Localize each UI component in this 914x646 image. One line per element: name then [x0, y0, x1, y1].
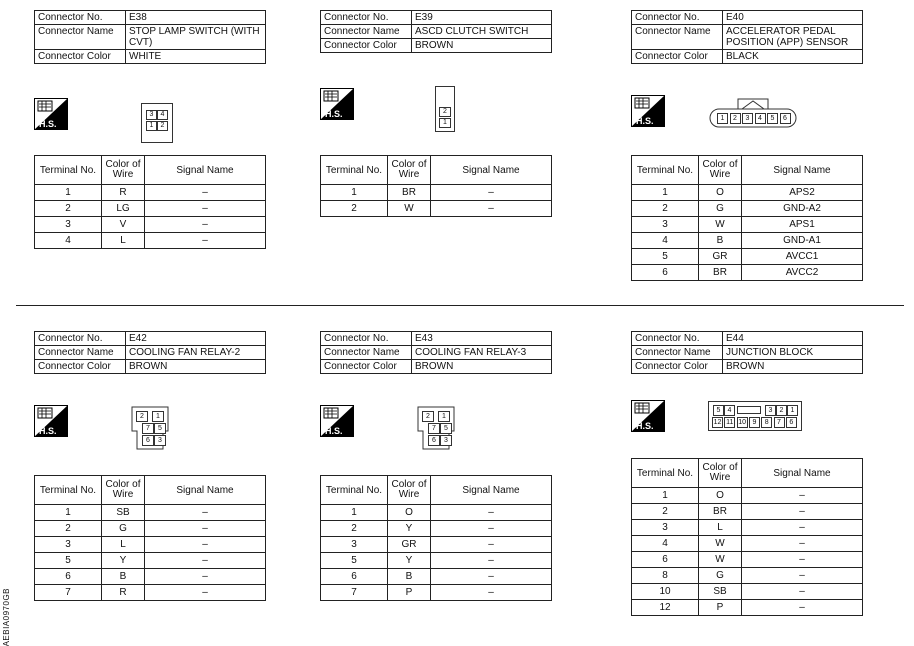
connector-pin: 3: [154, 435, 166, 446]
terminal-no-cell: 6: [632, 552, 699, 568]
connector-info-table: [631, 10, 863, 64]
terminal-row: [632, 201, 863, 217]
signal-name-cell: –: [145, 185, 266, 201]
terminal-no-header: Terminal No.: [321, 476, 388, 505]
connector-face-diagram: [708, 401, 802, 431]
connector-pin: 4: [724, 405, 735, 416]
connector-name-value: ASCD CLUTCH SWITCH: [412, 25, 552, 39]
connector-key-slot: [737, 406, 761, 414]
terminal-table: [34, 475, 266, 601]
color-of-wire-header: Color of Wire: [699, 156, 742, 185]
signal-name-header: Signal Name: [431, 156, 552, 185]
harness-side-icon: [34, 98, 68, 130]
terminal-no-cell: 2: [321, 521, 388, 537]
terminal-row: [632, 568, 863, 584]
connector-pin: 3: [146, 110, 157, 120]
wire-color-cell: SB: [102, 505, 145, 521]
terminal-no-cell: 4: [632, 233, 699, 249]
terminal-no-cell: 3: [632, 520, 699, 536]
terminal-table: [631, 155, 863, 281]
terminal-row: [632, 600, 863, 616]
connector-face-diagram: [141, 103, 173, 143]
wire-color-cell: GR: [388, 537, 431, 553]
wire-color-cell: R: [102, 185, 145, 201]
connector-pin: 9: [749, 417, 760, 428]
signal-name-cell: –: [742, 568, 863, 584]
color-of-wire-header: Color of Wire: [388, 476, 431, 505]
connector-info-table: [34, 331, 266, 374]
wire-color-cell: G: [699, 568, 742, 584]
terminal-no-cell: 2: [632, 504, 699, 520]
harness-side-icon: [320, 88, 354, 120]
connector-face-diagram: [416, 405, 456, 451]
connector-pin: 3: [765, 405, 776, 416]
connector-color-value: BROWN: [412, 360, 552, 374]
signal-name-cell: –: [431, 521, 552, 537]
color-of-wire-header: Color of Wire: [388, 156, 431, 185]
wire-color-cell: GR: [699, 249, 742, 265]
signal-name-cell: GND-A2: [742, 201, 863, 217]
terminal-no-cell: 5: [632, 249, 699, 265]
signal-name-header: Signal Name: [145, 476, 266, 505]
wire-color-cell: G: [699, 201, 742, 217]
signal-name-cell: –: [742, 536, 863, 552]
terminal-row: [632, 584, 863, 600]
wire-color-cell: L: [102, 233, 145, 249]
connector-pin: 7: [428, 423, 440, 434]
signal-name-cell: –: [145, 201, 266, 217]
wire-color-cell: Y: [388, 553, 431, 569]
terminal-no-cell: 6: [632, 265, 699, 281]
signal-name-cell: –: [145, 521, 266, 537]
signal-name-cell: –: [742, 504, 863, 520]
signal-name-cell: –: [145, 537, 266, 553]
terminal-row: [321, 585, 552, 601]
harness-side-icon: [34, 405, 68, 437]
terminal-no-cell: 5: [35, 553, 102, 569]
harness-side-icon: [631, 95, 665, 127]
connector-pin: 7: [142, 423, 154, 434]
terminal-row: [632, 520, 863, 536]
connector-no-label: Connector No.: [321, 332, 412, 346]
wire-color-cell: B: [102, 569, 145, 585]
connector-color-value: WHITE: [126, 50, 266, 64]
terminal-row: [632, 217, 863, 233]
connector-no-value: E43: [412, 332, 552, 346]
connector-pin: 1: [439, 118, 451, 128]
terminal-no-cell: 1: [632, 488, 699, 504]
terminal-no-cell: 2: [632, 201, 699, 217]
terminal-no-header: Terminal No.: [35, 476, 102, 505]
connector-pin: 5: [767, 113, 778, 124]
connector-block: [34, 331, 266, 374]
terminal-table: [320, 475, 552, 601]
terminal-row: [321, 201, 552, 217]
wire-color-cell: O: [388, 505, 431, 521]
terminal-no-header: Terminal No.: [321, 156, 388, 185]
wire-color-cell: B: [699, 233, 742, 249]
svg-text:H.S.: H.S.: [325, 109, 343, 119]
signal-name-cell: –: [431, 569, 552, 585]
wire-color-cell: R: [102, 585, 145, 601]
figure-code: AEBIA0970GB: [2, 588, 11, 646]
wire-color-cell: Y: [388, 521, 431, 537]
terminal-row: [632, 233, 863, 249]
connector-pin: 1: [146, 121, 157, 131]
connector-pin: 1: [438, 411, 450, 422]
terminal-no-cell: 1: [35, 185, 102, 201]
terminal-table: [631, 458, 863, 616]
svg-text:H.S.: H.S.: [636, 421, 654, 431]
terminal-row: [321, 505, 552, 521]
connector-pin: 12: [713, 419, 722, 426]
signal-name-cell: APS2: [742, 185, 863, 201]
wire-color-cell: W: [699, 536, 742, 552]
connector-info-table: [631, 331, 863, 374]
connector-color-value: BROWN: [412, 39, 552, 53]
color-of-wire-header: Color of Wire: [102, 476, 145, 505]
signal-name-cell: –: [145, 585, 266, 601]
connector-no-value: E39: [412, 11, 552, 25]
wire-color-cell: B: [388, 569, 431, 585]
connector-no-value: E40: [723, 11, 863, 25]
connector-no-label: Connector No.: [35, 11, 126, 25]
connector-face-diagram: [130, 405, 170, 451]
terminal-row: [632, 488, 863, 504]
connector-pin: 6: [142, 435, 154, 446]
wire-color-cell: W: [699, 552, 742, 568]
terminal-row: [632, 265, 863, 281]
signal-name-header: Signal Name: [431, 476, 552, 505]
wire-color-cell: LG: [102, 201, 145, 217]
terminal-no-cell: 2: [321, 201, 388, 217]
terminal-table: [34, 155, 266, 249]
connector-pin: 4: [157, 110, 168, 120]
svg-text:H.S.: H.S.: [39, 426, 57, 436]
connector-pin: 7: [774, 417, 785, 428]
connector-pin: 6: [428, 435, 440, 446]
signal-name-cell: –: [742, 520, 863, 536]
connector-color-label: Connector Color: [632, 50, 723, 64]
connector-color-label: Connector Color: [35, 50, 126, 64]
connector-pin: 2: [136, 411, 148, 422]
connector-name-label: Connector Name: [321, 346, 412, 360]
wire-color-cell: BR: [699, 265, 742, 281]
terminal-row: [35, 233, 266, 249]
connector-name-label: Connector Name: [632, 25, 723, 50]
wire-color-cell: G: [102, 521, 145, 537]
connector-info-table: [320, 331, 552, 374]
connector-name-value: COOLING FAN RELAY-3: [412, 346, 552, 360]
terminal-row: [35, 505, 266, 521]
terminal-no-cell: 6: [35, 569, 102, 585]
svg-text:H.S.: H.S.: [39, 119, 57, 129]
signal-name-cell: –: [431, 505, 552, 521]
wire-color-cell: BR: [388, 185, 431, 201]
terminal-no-cell: 6: [321, 569, 388, 585]
connector-block: [34, 10, 266, 64]
signal-name-cell: –: [145, 233, 266, 249]
terminal-no-header: Terminal No.: [632, 156, 699, 185]
connector-pin: 8: [761, 417, 772, 428]
color-of-wire-header: Color of Wire: [102, 156, 145, 185]
connector-face-diagram: [435, 86, 455, 132]
terminal-no-cell: 7: [35, 585, 102, 601]
connector-pin: 1: [152, 411, 164, 422]
terminal-no-header: Terminal No.: [632, 459, 699, 488]
connector-name-label: Connector Name: [35, 346, 126, 360]
connector-info-table: [34, 10, 266, 64]
connector-pin: 2: [422, 411, 434, 422]
connector-color-label: Connector Color: [321, 39, 412, 53]
terminal-no-cell: 3: [321, 537, 388, 553]
connector-pin: 5: [154, 423, 166, 434]
terminal-row: [321, 537, 552, 553]
wire-color-cell: P: [699, 600, 742, 616]
terminal-row: [35, 185, 266, 201]
wire-color-cell: L: [102, 537, 145, 553]
terminal-table: [320, 155, 552, 217]
connector-no-label: Connector No.: [321, 11, 412, 25]
connector-pin: 2: [730, 113, 741, 124]
svg-text:H.S.: H.S.: [636, 116, 654, 126]
terminal-no-cell: 5: [321, 553, 388, 569]
terminal-row: [35, 537, 266, 553]
signal-name-header: Signal Name: [742, 156, 863, 185]
connector-color-value: BROWN: [126, 360, 266, 374]
terminal-no-cell: 2: [35, 201, 102, 217]
wire-color-cell: SB: [699, 584, 742, 600]
connector-no-value: E38: [126, 11, 266, 25]
color-of-wire-header: Color of Wire: [699, 459, 742, 488]
wire-color-cell: P: [388, 585, 431, 601]
connector-pin: 3: [742, 113, 753, 124]
harness-side-icon: [631, 400, 665, 432]
terminal-row: [321, 553, 552, 569]
connector-name-value: COOLING FAN RELAY-2: [126, 346, 266, 360]
terminal-row: [321, 185, 552, 201]
connector-block: [320, 10, 552, 53]
connector-name-value: ACCELERATOR PEDAL POSITION (APP) SENSOR: [723, 25, 863, 50]
terminal-no-cell: 3: [35, 217, 102, 233]
signal-name-cell: –: [431, 537, 552, 553]
connector-pin: 2: [439, 107, 451, 117]
connector-block: [320, 331, 552, 374]
terminal-no-cell: 3: [632, 217, 699, 233]
terminal-row: [632, 536, 863, 552]
connector-no-label: Connector No.: [632, 11, 723, 25]
terminal-no-header: Terminal No.: [35, 156, 102, 185]
wire-color-cell: O: [699, 185, 742, 201]
terminal-no-cell: 1: [35, 505, 102, 521]
connector-block: [631, 331, 863, 374]
connector-color-label: Connector Color: [35, 360, 126, 374]
wire-color-cell: W: [388, 201, 431, 217]
terminal-no-cell: 1: [321, 185, 388, 201]
terminal-row: [321, 569, 552, 585]
connector-pin: 2: [157, 121, 168, 131]
signal-name-cell: –: [145, 217, 266, 233]
terminal-no-cell: 8: [632, 568, 699, 584]
connector-no-value: E42: [126, 332, 266, 346]
connector-no-value: E44: [723, 332, 863, 346]
signal-name-cell: APS1: [742, 217, 863, 233]
signal-name-cell: –: [431, 553, 552, 569]
connector-color-value: BROWN: [723, 360, 863, 374]
signal-name-cell: –: [431, 201, 552, 217]
terminal-row: [35, 201, 266, 217]
signal-name-cell: AVCC2: [742, 265, 863, 281]
signal-name-cell: –: [742, 488, 863, 504]
terminal-no-cell: 7: [321, 585, 388, 601]
connector-pin: 3: [440, 435, 452, 446]
connector-pin: 1: [717, 113, 728, 124]
connector-pin: 6: [786, 417, 797, 428]
connector-pin: 4: [755, 113, 766, 124]
terminal-row: [35, 217, 266, 233]
terminal-row: [35, 521, 266, 537]
terminal-no-cell: 2: [35, 521, 102, 537]
connector-no-label: Connector No.: [632, 332, 723, 346]
connector-name-label: Connector Name: [35, 25, 126, 50]
terminal-no-cell: 1: [321, 505, 388, 521]
wire-color-cell: L: [699, 520, 742, 536]
connector-block: [631, 10, 863, 64]
connector-face-diagram: [708, 95, 798, 135]
terminal-row: [35, 585, 266, 601]
connector-color-label: Connector Color: [632, 360, 723, 374]
connector-name-value: STOP LAMP SWITCH (WITH CVT): [126, 25, 266, 50]
signal-name-cell: –: [145, 553, 266, 569]
signal-name-header: Signal Name: [145, 156, 266, 185]
wire-color-cell: V: [102, 217, 145, 233]
terminal-no-cell: 10: [632, 584, 699, 600]
terminal-no-cell: 1: [632, 185, 699, 201]
terminal-row: [632, 185, 863, 201]
harness-side-icon: [320, 405, 354, 437]
terminal-row: [632, 552, 863, 568]
connector-name-value: JUNCTION BLOCK: [723, 346, 863, 360]
connector-info-table: [320, 10, 552, 53]
terminal-row: [632, 249, 863, 265]
signal-name-cell: –: [742, 600, 863, 616]
terminal-row: [632, 504, 863, 520]
signal-name-cell: –: [431, 585, 552, 601]
wire-color-cell: W: [699, 217, 742, 233]
wire-color-cell: Y: [102, 553, 145, 569]
terminal-no-cell: 4: [632, 536, 699, 552]
signal-name-cell: GND-A1: [742, 233, 863, 249]
signal-name-cell: –: [742, 584, 863, 600]
terminal-row: [35, 569, 266, 585]
connector-pin: 5: [713, 405, 724, 416]
signal-name-header: Signal Name: [742, 459, 863, 488]
svg-text:H.S.: H.S.: [325, 426, 343, 436]
signal-name-cell: –: [742, 552, 863, 568]
connector-pin: 2: [776, 405, 787, 416]
terminal-row: [35, 553, 266, 569]
signal-name-cell: –: [145, 569, 266, 585]
signal-name-cell: –: [145, 505, 266, 521]
terminal-no-cell: 12: [632, 600, 699, 616]
connector-name-label: Connector Name: [632, 346, 723, 360]
connector-pin: 10: [738, 419, 746, 426]
wire-color-cell: O: [699, 488, 742, 504]
wire-color-cell: BR: [699, 504, 742, 520]
connector-pin: 11: [726, 419, 734, 426]
connector-pin: 5: [440, 423, 452, 434]
connector-no-label: Connector No.: [35, 332, 126, 346]
terminal-no-cell: 4: [35, 233, 102, 249]
connector-pin: 1: [787, 405, 798, 416]
signal-name-cell: AVCC1: [742, 249, 863, 265]
terminal-no-cell: 3: [35, 537, 102, 553]
terminal-row: [321, 521, 552, 537]
connector-color-label: Connector Color: [321, 360, 412, 374]
connector-color-value: BLACK: [723, 50, 863, 64]
connector-name-label: Connector Name: [321, 25, 412, 39]
connector-pin: 6: [780, 113, 791, 124]
section-divider: [16, 305, 904, 306]
signal-name-cell: –: [431, 185, 552, 201]
